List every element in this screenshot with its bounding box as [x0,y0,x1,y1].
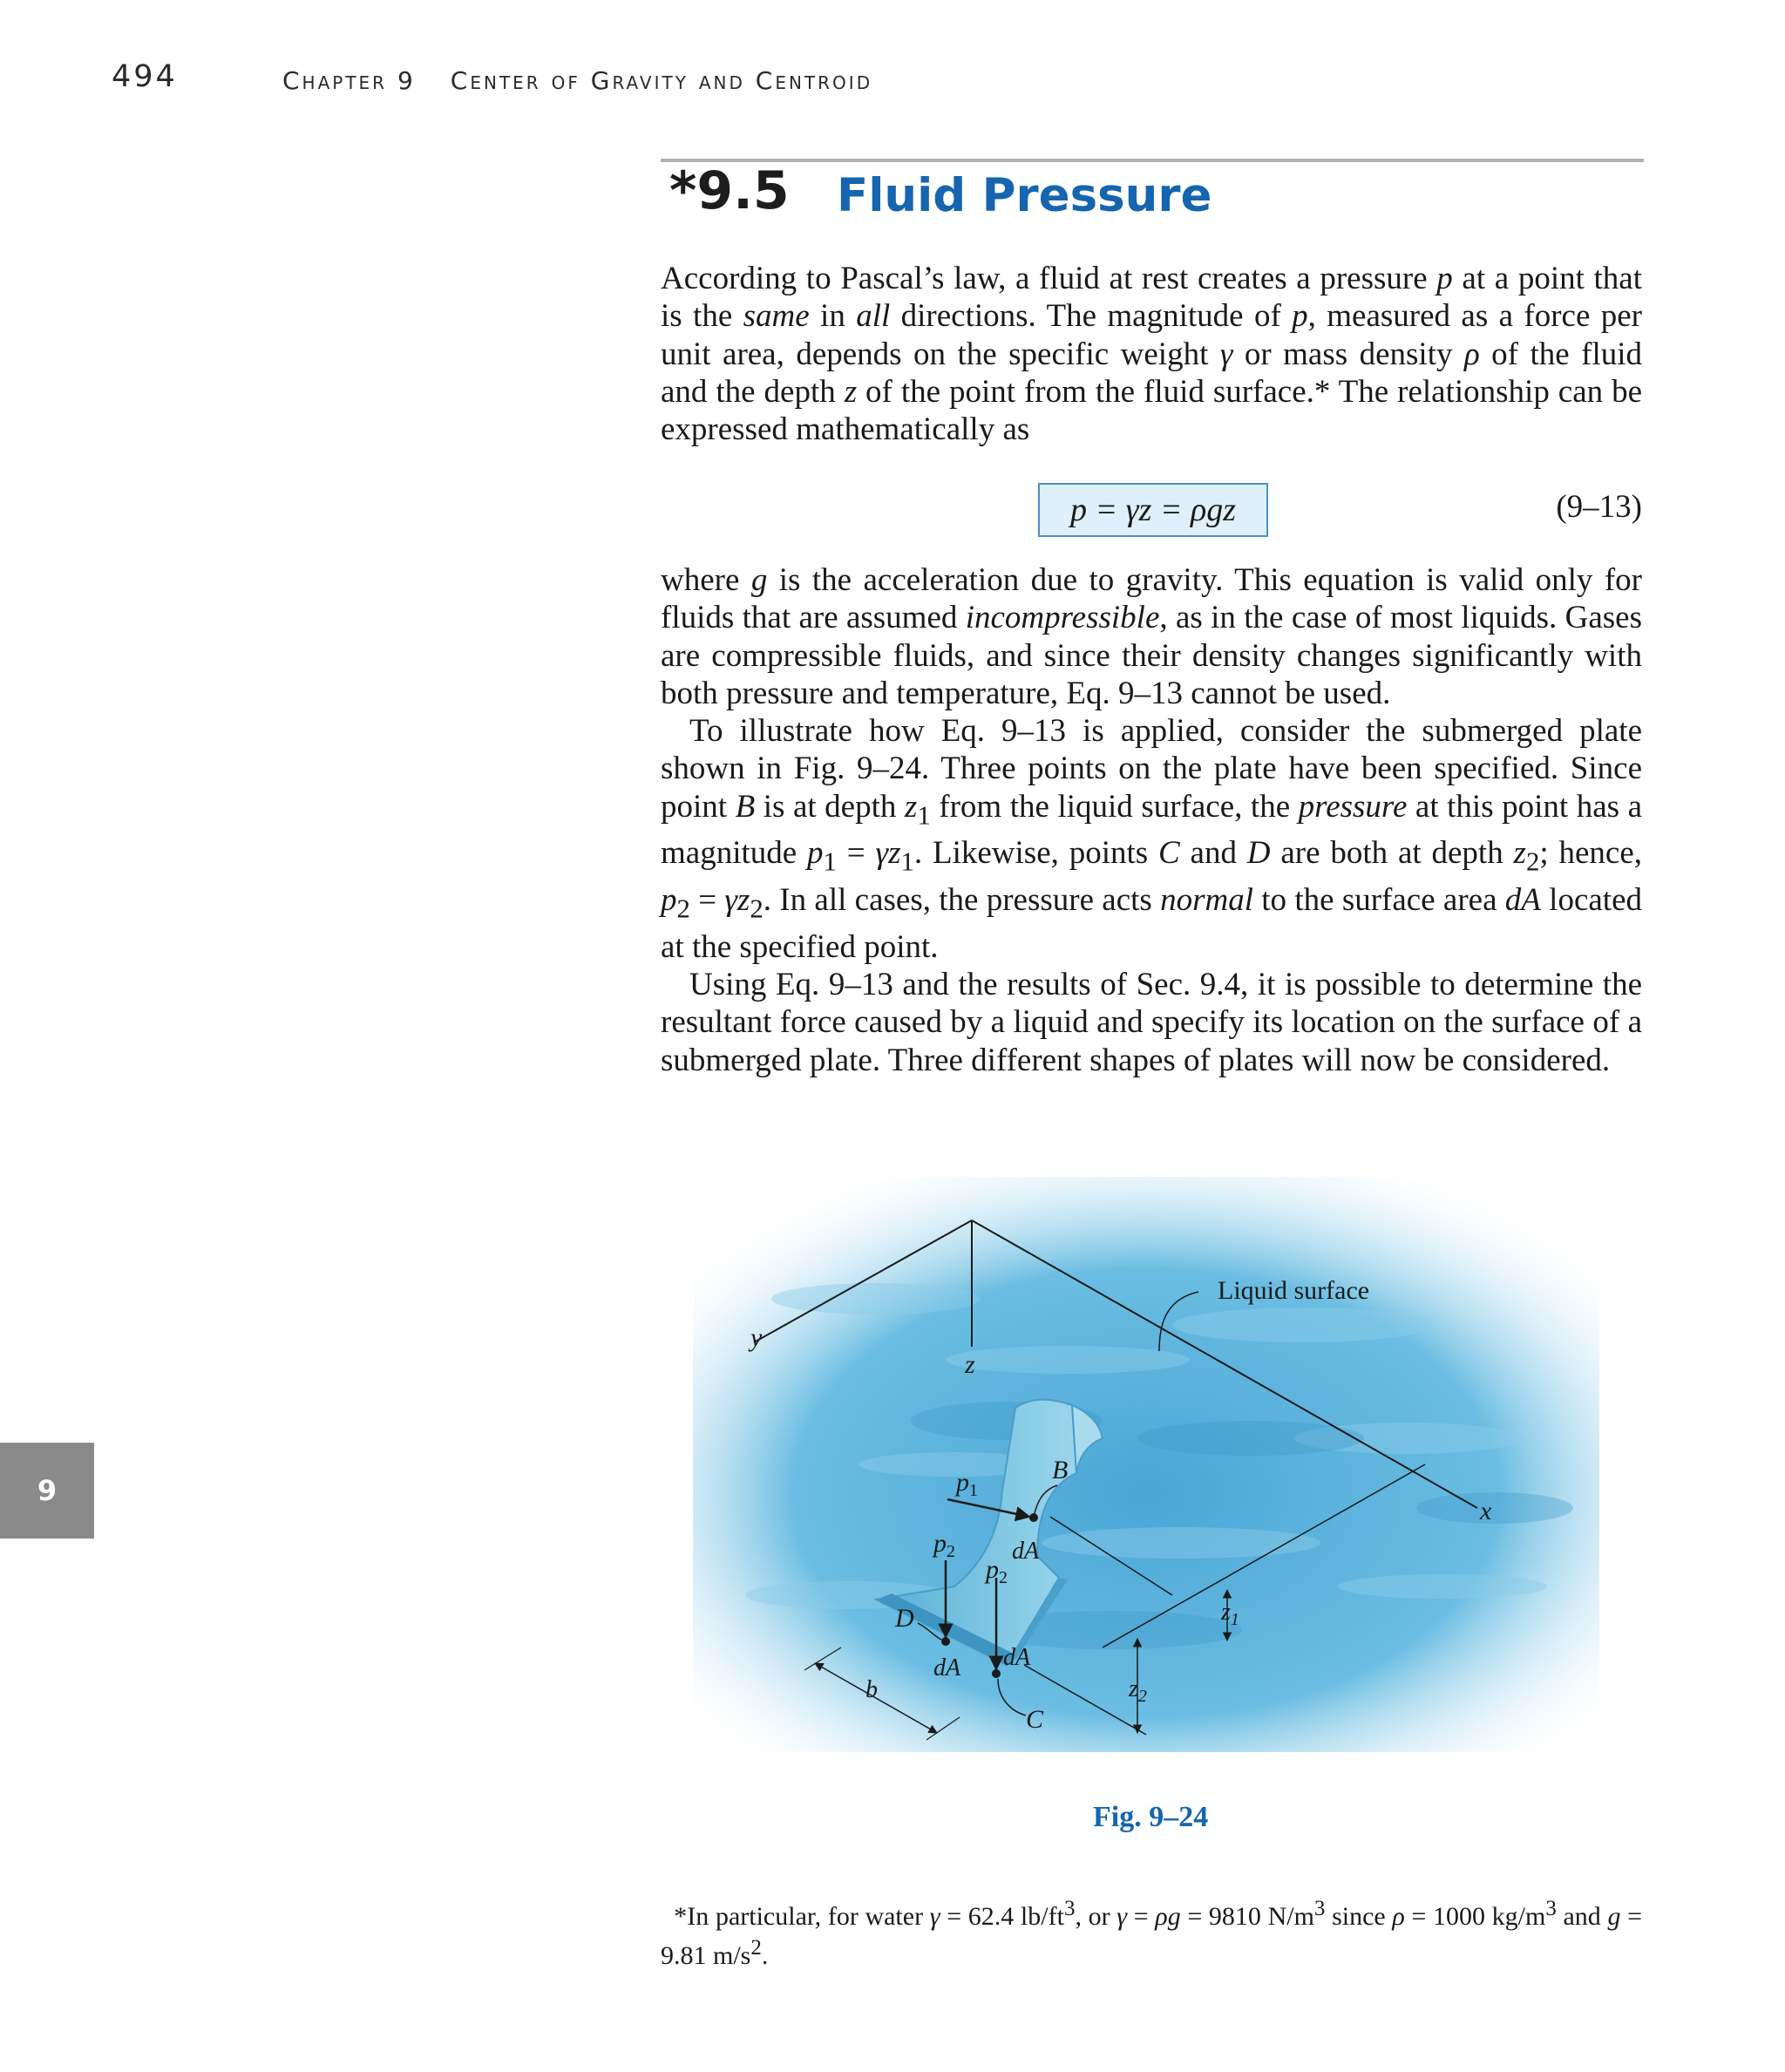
z1-label: $z_1$ [1221,1599,1239,1629]
y-axis-label: y [750,1323,763,1352]
equation-number: (9–13) [1556,489,1642,525]
point-C [992,1669,1001,1678]
water-background [693,1177,1599,1752]
b-label: b [865,1676,878,1703]
point-D [941,1637,950,1646]
p2-right-label: $p_2$ [986,1555,1008,1587]
chapter-label: Chapter 9 [282,66,416,95]
p2-left-label: $p_2$ [933,1529,955,1561]
figure-submerged-plate [693,1177,1599,1752]
body-paragraphs: where g is the acceleration due to gravity. This equation is valid only for fluids that are assumed incompressible, as in the case of most liquids. Gases are compressible fluids, and since their density changes significantly with both pressure and temperature, Eq. 9–13 cannot be used. To illustrate how Eq. 9–13 is applied, consider the submerged plate shown in Fig. 9–24. Three points on the plate have been specified. Since point B is at depth $z_1$ from the liquid surface, the pressure at this point has a magnitude $p_1 = \gamma z_1$. Likewise, points C and D are both at depth $z_2$; hence, $p_2 = \gamma z_2$. In all cases, the pressure acts normal to the surface area dA located at the specified point. Using Eq. 9–13 and the results of Sec. 9.4, it is possible to determine the resultant force caused by a liquid and specify its location on the surface of a submerged plate. Three different shapes of plates will now be considered. [661,562,1643,1078]
point-D-label: D [895,1604,914,1633]
page-number: 494 [112,59,178,94]
chapter-side-tab: 9 [0,1443,94,1539]
section-number: *9.5 [669,160,790,221]
point-B-label: B [1052,1456,1069,1484]
point-B [1029,1513,1038,1522]
footnote: *In particular, for water γ = 62.4 $lb/ft^3$, or γ = ρg = 9810 $N/m^3$ since ρ = 1000 $kg/m^3$ and g = 9.81 $m/s^2$. [661,1897,1643,1970]
running-head [282,66,872,95]
x-axis-label: x [1480,1497,1492,1525]
section-rule [661,159,1644,162]
dA-D-label: dA [933,1654,961,1681]
p1-label: $p_1$ [956,1468,978,1500]
liquid-surface-label: Liquid surface [1218,1276,1370,1305]
z2-label: $z_2$ [1129,1675,1147,1706]
equation-box: p = γz = ρgz [1038,483,1268,537]
dA-C-label: dA [1003,1644,1031,1671]
chapter-title: Center of Gravity and Centroid [450,66,873,95]
dA-B-label: dA [1012,1538,1040,1565]
point-C-label: C [1026,1705,1044,1734]
intro-paragraph: According to Pascal’s law, a fluid at rest creates a pressure p at a point that is the same in all directions. The magnitude of p, measured as a force per unit area, depends on the specific weight γ or mass density ρ of the fluid and the depth z of the point from the fluid surface.* The relationship can be expressed mathematically as [661,261,1643,448]
z-axis-label: z [965,1350,975,1379]
figure-caption: Fig. 9–24 [1093,1801,1209,1833]
section-title: Fluid Pressure [837,169,1212,222]
